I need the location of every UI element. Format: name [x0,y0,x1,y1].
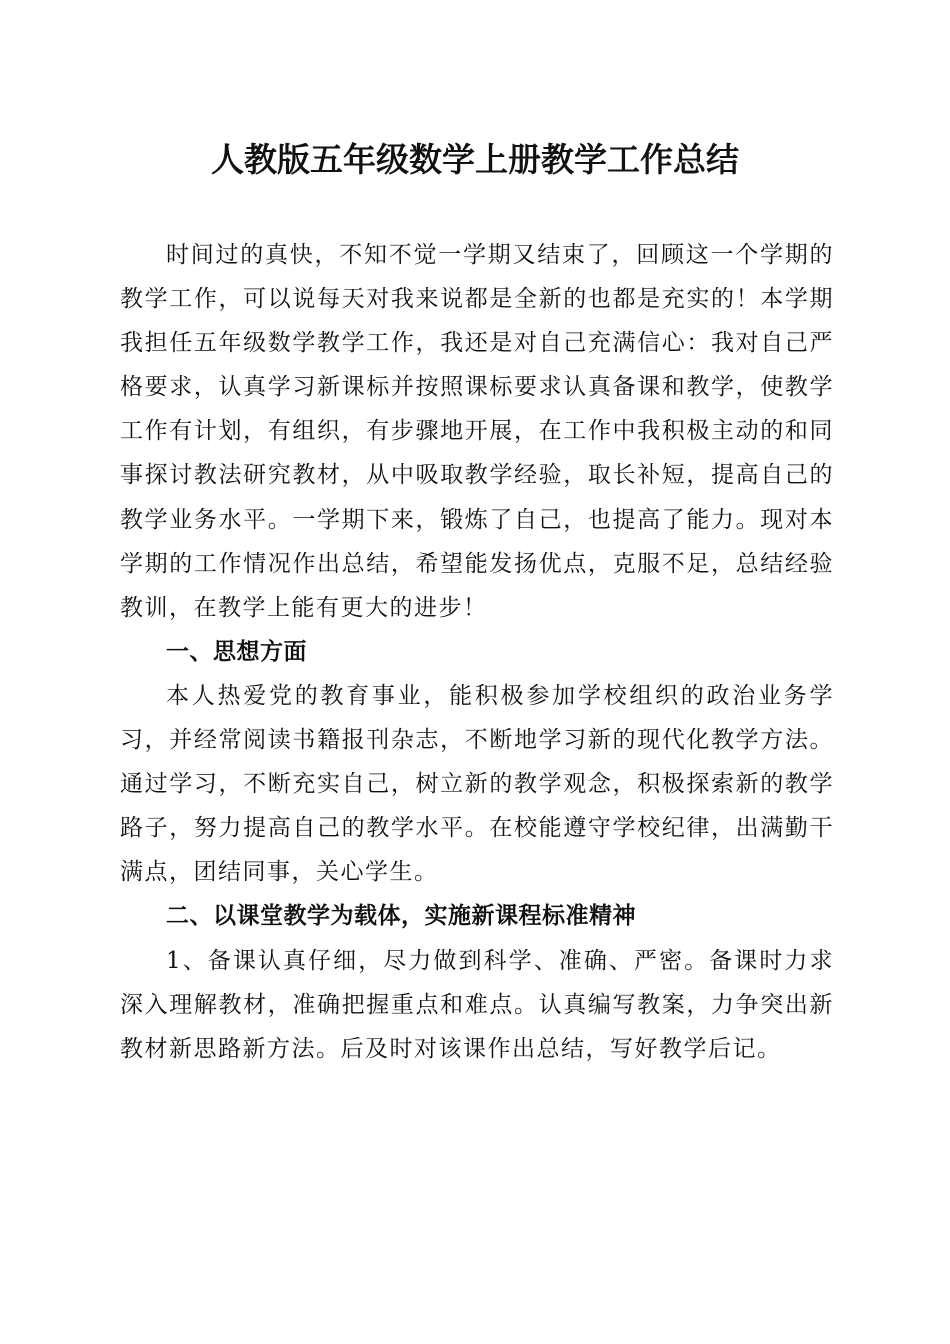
document-body [120,233,834,1071]
document-title: 人教版五年级数学上册教学工作总结 [211,140,739,179]
section-heading-classroom: 二、以课堂教学为载体，实施新课程标准精神 [166,903,636,930]
section-heading-thought: 一、思想方面 [166,638,307,665]
section-item-lesson-prep: 1、备课认真仔细，尽力做到科学、准确、严密。备课时力求深入理解教材，准确把握重点和难点。认真编写教案，力争突出新教材新思路新方法。后及时对该课作出总结，写好教学后记。 [120,947,834,1062]
section-paragraph-thought: 本人热爱党的教育事业，能积极参加学校组织的政治业务学习，并经常阅读书籍报刊杂志，不断地学习新的现代化教学方法。通过学习，不断充实自己，树立新的教学观念，积极探索新的教学路子，努力提高自己的教学水平。在校能遵守学校纪律，出满勤干满点，团结同事，关心学生。 [120,682,834,886]
intro-paragraph: 时间过的真快，不知不觉一学期又结束了，回顾这一个学期的教学工作，可以说每天对我来说都是全新的也都是充实的！本学期我担任五年级数学教学工作，我还是对自己充满信心：我对自己严格要求，认真学习新课标并按照课标要求认真备课和教学，使教学工作有计划，有组织，有步骤地开展，在工作中我积极主动的和同事探讨教法研究教材，从中吸取教学经验，取长补短，提高自己的教学业务水平。一学期下来，锻炼了自己，也提高了能力。现对本学期的工作情况作出总结，希望能发扬优点，克服不足，总结经验教训，在教学上能有更大的进步！ [120,242,834,621]
